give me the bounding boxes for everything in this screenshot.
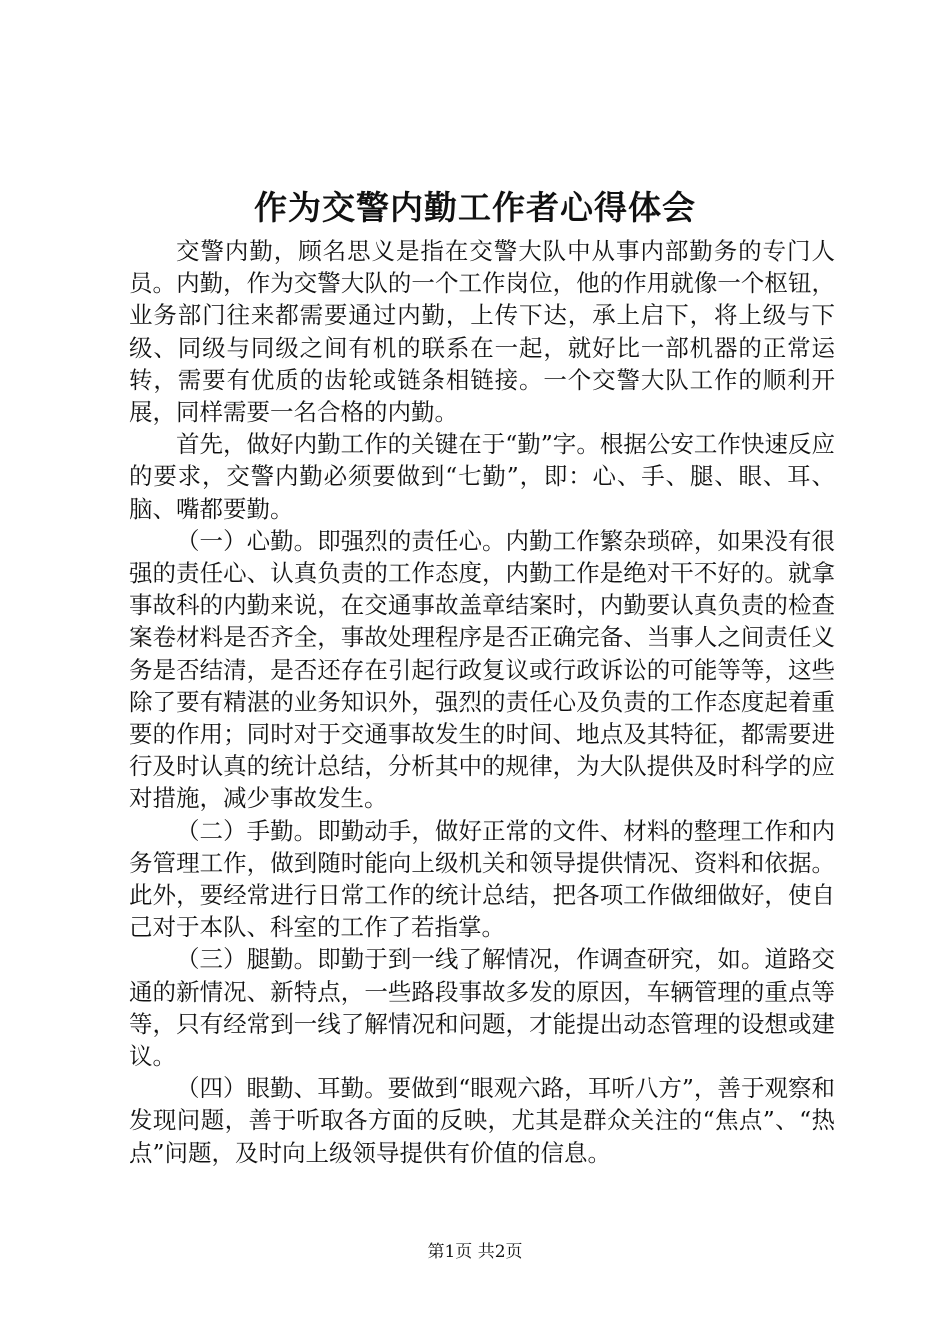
paragraph-qi-qin: 首先，做好内勤工作的关键在于“勤”字。根据公安工作快速反应的要求，交警内勤必须要做到“七勤”，即：心、手、腿、眼、耳、脑、嘴都要勤。	[129, 430, 835, 523]
paragraph-intro: 交警内勤，顾名思义是指在交警大队中从事内部勤务的专门人员。内勤，作为交警大队的一个工作岗位，他的作用就像一个枢钮，业务部门往来都需要通过内勤，上传下达，承上启下，将上级与下级、同级与同级之间有机的联系在一起，就好比一部机器的正常运转，需要有优质的齿轮或链条相链接。一个交警大队工作的顺利开展，同样需要一名合格的内勤。	[129, 237, 835, 427]
document-body	[129, 235, 835, 1169]
document-title: 作为交警内勤工作者心得体会	[254, 188, 696, 227]
paragraph-shou-qin: （二）手勤。即勤动手，做好正常的文件、材料的整理工作和内务管理工作，做到随时能向上级机关和领导提供情况、资料和依据。此外，要经常进行日常工作的统计总结，把各项工作做细做好，使自己对于本队、科室的工作了若指掌。	[129, 816, 835, 942]
page-number: 第1页 共2页	[427, 1242, 523, 1262]
paragraph-yan-er-qin: （四）眼勤、耳勤。要做到“眼观六路，耳听八方”，善于观察和发现问题，善于听取各方面的反映，尤其是群众关注的“焦点”、“热点”问题，及时向上级领导提供有价值的信息。	[129, 1074, 835, 1167]
paragraph-xin-qin: （一）心勤。即强烈的责任心。内勤工作繁杂琐碎，如果没有很强的责任心、认真负责的工作态度，内勤工作是绝对干不好的。就拿事故科的内勤来说，在交通事故盖章结案时，内勤要认真负责的检查案卷材料是否齐全，事故处理程序是否正确完备、当事人之间责任义务是否结清，是否还存在引起行政复议或行政诉讼的可能等等，这些除了要有精湛的业务知识外，强烈的责任心及负责的工作态度起着重要的作用；同时对于交通事故发生的时间、地点及其特征，都需要进行及时认真的统计总结，分析其中的规律，为大队提供及时科学的应对措施，减少事故发生。	[129, 526, 835, 813]
paragraph-tui-qin: （三）腿勤。即勤于到一线了解情况，作调查研究，如。道路交通的新情况、新特点，一些路段事故多发的原因，车辆管理的重点等等，只有经常到一线了解情况和问题，才能提出动态管理的设想或建议。	[129, 945, 835, 1071]
